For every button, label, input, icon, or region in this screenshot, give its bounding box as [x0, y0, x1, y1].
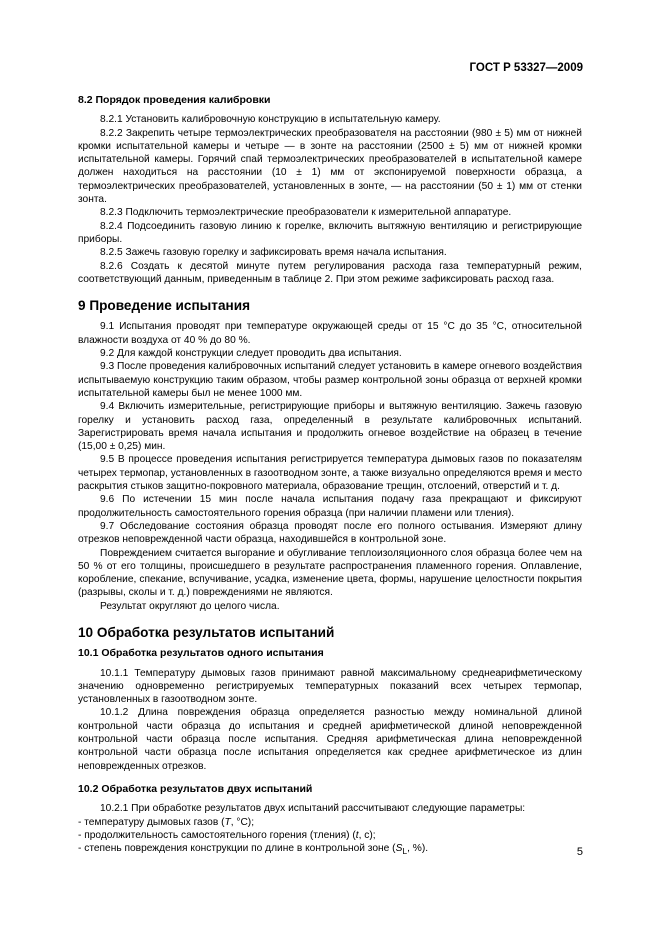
- list-item-text: - степень повреждения конструкции по длине в контрольной зоне (: [78, 843, 396, 855]
- variable-symbol: t: [355, 829, 359, 841]
- paragraph: 10.2.1 При обработке результатов двух испытаний рассчитывают следующие параметры:: [100, 803, 526, 815]
- paragraph: 9.6 По истечении 15 мин после начала испытания подачу газа прекращают и фиксируют продолжительность самостоятельного горения образца (при наличии пламени или тления).: [78, 494, 582, 519]
- list-item-text: - продолжительность самостоятельного горения (тления) (: [78, 829, 356, 841]
- paragraph: Повреждением считается выгорание и обугливание теплоизоляционного слоя образца более чем на 50 % от его толщины, происшедшего в результате распространения пламенного горения. Оплавление, коробление, спекание, вспучивание, усадка, изменение цвета, формы, нарушение целостности покрытия (разрывы, сколы и т. д.) повреждениями не являются.: [78, 547, 582, 599]
- subsection-heading-10-2: 10.2 Обработка результатов двух испытаний: [78, 782, 313, 795]
- section-heading-8-2: 8.2 Порядок проведения калибровки: [78, 94, 271, 106]
- paragraph: 10.1.1 Температуру дымовых газов принимают равной максимальному среднеарифметическому значению одновременно регистрируемых температурных показаний всех четырех термопар, установленных в газоотводном зонте.: [78, 667, 582, 706]
- paragraph: 9.2 Для каждой конструкции следует проводить два испытания.: [100, 348, 402, 360]
- list-item-text: , с);: [358, 829, 376, 841]
- paragraph: 9.1 Испытания проводят при температуре окружающей среды от 15 °С до 35 °С, относительной влажности воздуха от 40 % до 80 %.: [78, 321, 582, 346]
- list-item-text: , °С);: [230, 816, 255, 828]
- paragraph: 8.2.2 Закрепить четыре термоэлектрических преобразователя на расстоянии (980 ± 5) мм от нижней кромки испытательной камеры и четыре — в зонте на расстоянии (2500 ± 5) мм от нижней кромки испытательной камеры. Горячий спай термоэлектрических преобразователей в испытательной камере должен находиться на расстоянии (10 ± 1) мм от экспонируемой поверхности образца, а термоэлектрических преобразователей, установленных в зонте, — на расстоянии (50 ± 1) мм от стенки зонта.: [78, 127, 582, 206]
- paragraph: 8.2.6 Создать к десятой минуте путем регулирования расхода газа температурный режим, соответствующий данным, приведенным в таблице 2. При этом режиме зафиксировать расход газа.: [78, 260, 582, 285]
- list-item-text: - температуру дымовых газов (: [78, 816, 225, 828]
- subsection-heading-10-1: 10.1 Обработка результатов одного испытания: [78, 647, 324, 660]
- list-item: [78, 842, 582, 858]
- paragraph: 9.5 В процессе проведения испытания регистрируется температура дымовых газов по показателям четырех термопар, установленных в газоотводном зонте, а также визуально определяются время и место раскрытия стыков защитно-покровного материала, образование трещин, отслоений, отверстий и т. д.: [78, 454, 582, 493]
- list-item: [78, 829, 582, 842]
- paragraph: 8.2.3 Подключить термоэлектрические преобразователи к измерительной аппаратуре.: [100, 207, 512, 219]
- variable-subscript: L: [402, 846, 408, 857]
- paragraph: 9.3 После проведения калибровочных испытаний следует установить в камере огневого воздействия испытываемую конструкцию таким образом, чтобы размер контрольной зоны образца от верхней кромки испытательной камеры был не менее 1000 мм.: [78, 361, 582, 399]
- variable-symbol: S: [395, 843, 403, 855]
- document-code: ГОСТ Р 53327—2009: [469, 62, 583, 74]
- paragraph: 8.2.4 Подсоединить газовую линию к горелке, включить вытяжную вентиляцию и регистрирующие приборы.: [78, 220, 582, 245]
- variable-symbol: T: [224, 816, 231, 828]
- list-item-text: , %).: [407, 843, 429, 855]
- list-item: [78, 816, 582, 829]
- section-heading-10: 10 Обработка результатов испытаний: [78, 624, 335, 640]
- section-heading-9: 9 Проведение испытания: [78, 298, 250, 314]
- paragraph: Результат округляют до целого числа.: [100, 600, 280, 612]
- paragraph: 8.2.5 Зажечь газовую горелку и зафиксировать время начала испытания.: [100, 247, 447, 259]
- paragraph: 9.7 Обследование состояния образца проводят после его полного остывания. Измеряют длину отрезков неповрежденной части образца, находившейся в контрольной зоне.: [78, 520, 582, 546]
- document-body: [78, 94, 582, 858]
- page-number: 5: [576, 846, 583, 858]
- paragraph: 9.4 Включить измерительные, регистрирующие приборы и вытяжную вентиляцию. Зажечь газовую горелку и установить расход газа, определенный в результате калибровочных испытаний. Зарегистрировать время начала испытания и продолжить огневое воздействие на образец в течение (15,00 ± 0,25) мин.: [78, 401, 582, 453]
- paragraph: 8.2.1 Установить калибровочную конструкцию в испытательную камеру.: [100, 114, 441, 126]
- paragraph: 10.1.2 Длина повреждения образца определяется разностью между номинальной длиной контрольной части образца до испытания и средней арифметической длиной неповрежденной контрольной части образца после испытания. Средняя арифметическая длина неповрежденной контрольной части образца после испытания определяется как среднее арифметическое из длин неповрежденных отрезков.: [78, 707, 582, 772]
